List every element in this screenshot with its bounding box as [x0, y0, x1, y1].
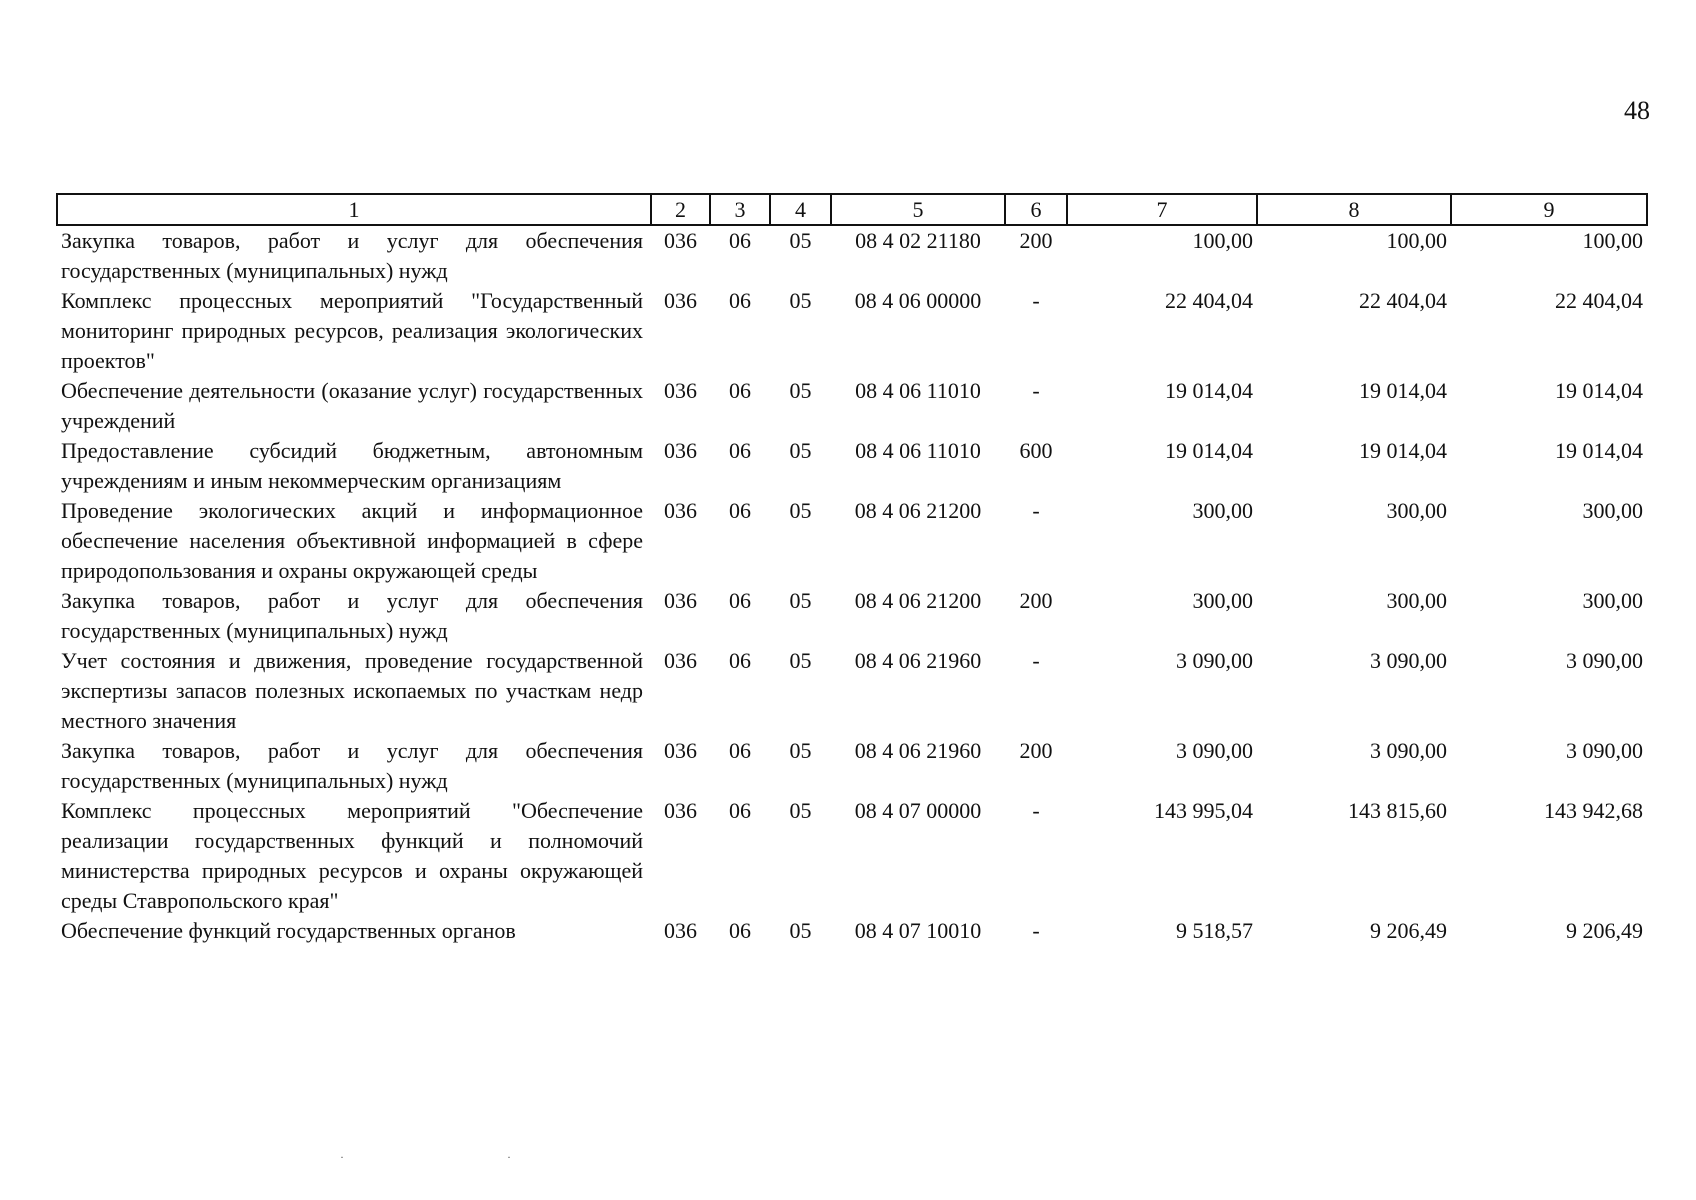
code-target-cell: 08 4 06 11010: [855, 378, 981, 403]
code-expense-type-cell: -: [1032, 918, 1040, 943]
code-expense-type-cell: -: [1032, 288, 1040, 313]
amount-year1-cell: 19 014,04: [1165, 378, 1253, 403]
code-subsection-cell: 05: [789, 438, 812, 463]
code-subsection-cell: 05: [789, 228, 812, 253]
code-subsection-cell: 05: [789, 738, 812, 763]
amount-year1-cell: 300,00: [1192, 498, 1253, 523]
code-expense-type-cell: -: [1032, 498, 1040, 523]
amount-year3-cell: 3 090,00: [1566, 738, 1643, 763]
row-name-cell: Обеспечение деятельности (оказание услуг) государственных учреждений: [61, 378, 643, 433]
code-section-cell: 06: [729, 588, 751, 613]
column-header: 8: [1257, 194, 1451, 225]
code-subsection-cell: 05: [789, 588, 812, 613]
code-admin-cell: 036: [664, 378, 697, 403]
amount-year2-cell: 300,00: [1386, 588, 1447, 613]
column-header: 7: [1067, 194, 1257, 225]
amount-year2-cell: 19 014,04: [1359, 438, 1447, 463]
code-section-cell: 06: [729, 288, 751, 313]
code-subsection-cell: 05: [789, 498, 812, 523]
code-admin-cell: 036: [664, 588, 697, 613]
code-admin-cell: 036: [664, 798, 697, 823]
row-name-cell: Закупка товаров, работ и услуг для обеспечения государственных (муниципальных) нужд: [61, 738, 643, 793]
amount-year1-cell: 22 404,04: [1165, 288, 1253, 313]
code-target-cell: 08 4 07 00000: [854, 798, 982, 823]
column-header: 5: [831, 194, 1005, 225]
code-section-cell: 06: [729, 648, 751, 673]
code-expense-type-cell: -: [1032, 378, 1040, 403]
amount-year3-cell: 22 404,04: [1555, 288, 1643, 313]
page-number: 48: [1624, 96, 1650, 125]
amount-year3-cell: 19 014,04: [1555, 438, 1643, 463]
code-expense-type-cell: 200: [1019, 228, 1053, 253]
amount-year2-cell: 143 815,60: [1348, 798, 1447, 823]
table-row: [57, 286, 1647, 376]
amount-year2-cell: 100,00: [1386, 228, 1447, 253]
row-name-cell: Обеспечение функций государственных органов: [61, 918, 516, 943]
amount-year2-cell: 300,00: [1386, 498, 1447, 523]
amount-year2-cell: 3 090,00: [1370, 738, 1447, 763]
budget-table: [56, 193, 1648, 946]
code-subsection-cell: 05: [789, 378, 812, 403]
code-section-cell: 06: [729, 378, 751, 403]
table-row: [57, 436, 1647, 496]
amount-year3-cell: 19 014,04: [1555, 378, 1643, 403]
code-target-cell: 08 4 06 21960: [854, 738, 982, 763]
code-admin-cell: 036: [664, 498, 697, 523]
row-name-cell: Предоставление субсидий бюджетным, автономным учреждениям и иным некоммерческим организациям: [61, 438, 643, 493]
amount-year1-cell: 100,00: [1192, 228, 1253, 253]
column-header: 2: [651, 194, 710, 225]
row-name-cell: Проведение экологических акций и информационное обеспечение населения объективной информацией в сфере природопользования и охраны окружающей среды: [61, 498, 643, 583]
amount-year1-cell: 19 014,04: [1165, 438, 1253, 463]
amount-year3-cell: 300,00: [1582, 498, 1643, 523]
amount-year2-cell: 9 206,49: [1370, 918, 1447, 943]
code-target-cell: 08 4 06 00000: [854, 288, 982, 313]
row-name-cell: Комплекс процессных мероприятий "Государственный мониторинг природных ресурсов, реализация экологических проектов": [61, 288, 643, 373]
amount-year3-cell: 143 942,68: [1544, 798, 1643, 823]
code-subsection-cell: 05: [789, 918, 812, 943]
code-admin-cell: 036: [664, 288, 697, 313]
amount-year3-cell: 300,00: [1582, 588, 1643, 613]
code-admin-cell: 036: [664, 738, 697, 763]
amount-year2-cell: 19 014,04: [1359, 378, 1447, 403]
amount-year3-cell: 3 090,00: [1566, 648, 1643, 673]
code-admin-cell: 036: [664, 648, 697, 673]
code-subsection-cell: 05: [789, 648, 812, 673]
amount-year1-cell: 3 090,00: [1176, 648, 1253, 673]
code-admin-cell: 036: [664, 438, 697, 463]
code-subsection-cell: 05: [789, 288, 812, 313]
row-name-cell: Закупка товаров, работ и услуг для обеспечения государственных (муниципальных) нужд: [61, 588, 643, 643]
code-expense-type-cell: 200: [1019, 738, 1053, 763]
code-target-cell: 08 4 06 21200: [854, 588, 982, 613]
column-header: 6: [1005, 194, 1067, 225]
table-row: [57, 796, 1647, 916]
code-target-cell: 08 4 07 10010: [854, 918, 982, 943]
column-header: 9: [1451, 194, 1647, 225]
code-subsection-cell: 05: [789, 798, 812, 823]
code-expense-type-cell: 600: [1019, 438, 1053, 463]
amount-year1-cell: 3 090,00: [1176, 738, 1253, 763]
header-row: [57, 194, 1647, 225]
scan-specks: · ·: [340, 1150, 591, 1164]
code-expense-type-cell: 200: [1019, 588, 1053, 613]
code-section-cell: 06: [729, 228, 751, 253]
code-target-cell: 08 4 06 21200: [854, 498, 982, 523]
row-name-cell: Учет состояния и движения, проведение государственной экспертизы запасов полезных ископаемых по участкам недр местного значения: [61, 648, 643, 733]
code-section-cell: 06: [729, 498, 751, 523]
code-target-cell: 08 4 02 21180: [855, 228, 981, 253]
code-target-cell: 08 4 06 21960: [854, 648, 982, 673]
code-section-cell: 06: [729, 438, 751, 463]
column-header: 3: [710, 194, 770, 225]
amount-year1-cell: 143 995,04: [1154, 798, 1253, 823]
amount-year3-cell: 100,00: [1582, 228, 1643, 253]
table-row: [57, 496, 1647, 586]
amount-year3-cell: 9 206,49: [1566, 918, 1643, 943]
code-section-cell: 06: [729, 798, 751, 823]
amount-year2-cell: 22 404,04: [1359, 288, 1447, 313]
table-row: [57, 376, 1647, 436]
amount-year2-cell: 3 090,00: [1370, 648, 1447, 673]
code-expense-type-cell: -: [1032, 798, 1040, 823]
table-row: [57, 646, 1647, 736]
column-header: 4: [770, 194, 831, 225]
row-name-cell: Комплекс процессных мероприятий "Обеспечение реализации государственных функций и полномочий министерства природных ресурсов и охраны окружающей среды Ставропольского края": [61, 798, 643, 913]
code-admin-cell: 036: [664, 918, 697, 943]
table-row: [57, 586, 1647, 646]
table-row: [57, 225, 1647, 286]
table-row: [57, 736, 1647, 796]
code-section-cell: 06: [729, 738, 751, 763]
column-header: 1: [57, 194, 651, 225]
amount-year1-cell: 300,00: [1192, 588, 1253, 613]
code-expense-type-cell: -: [1032, 648, 1040, 673]
table-row: [57, 916, 1647, 946]
amount-year1-cell: 9 518,57: [1176, 918, 1253, 943]
row-name-cell: Закупка товаров, работ и услуг для обеспечения государственных (муниципальных) нужд: [61, 228, 643, 283]
code-target-cell: 08 4 06 11010: [855, 438, 981, 463]
code-section-cell: 06: [729, 918, 751, 943]
code-admin-cell: 036: [664, 228, 697, 253]
